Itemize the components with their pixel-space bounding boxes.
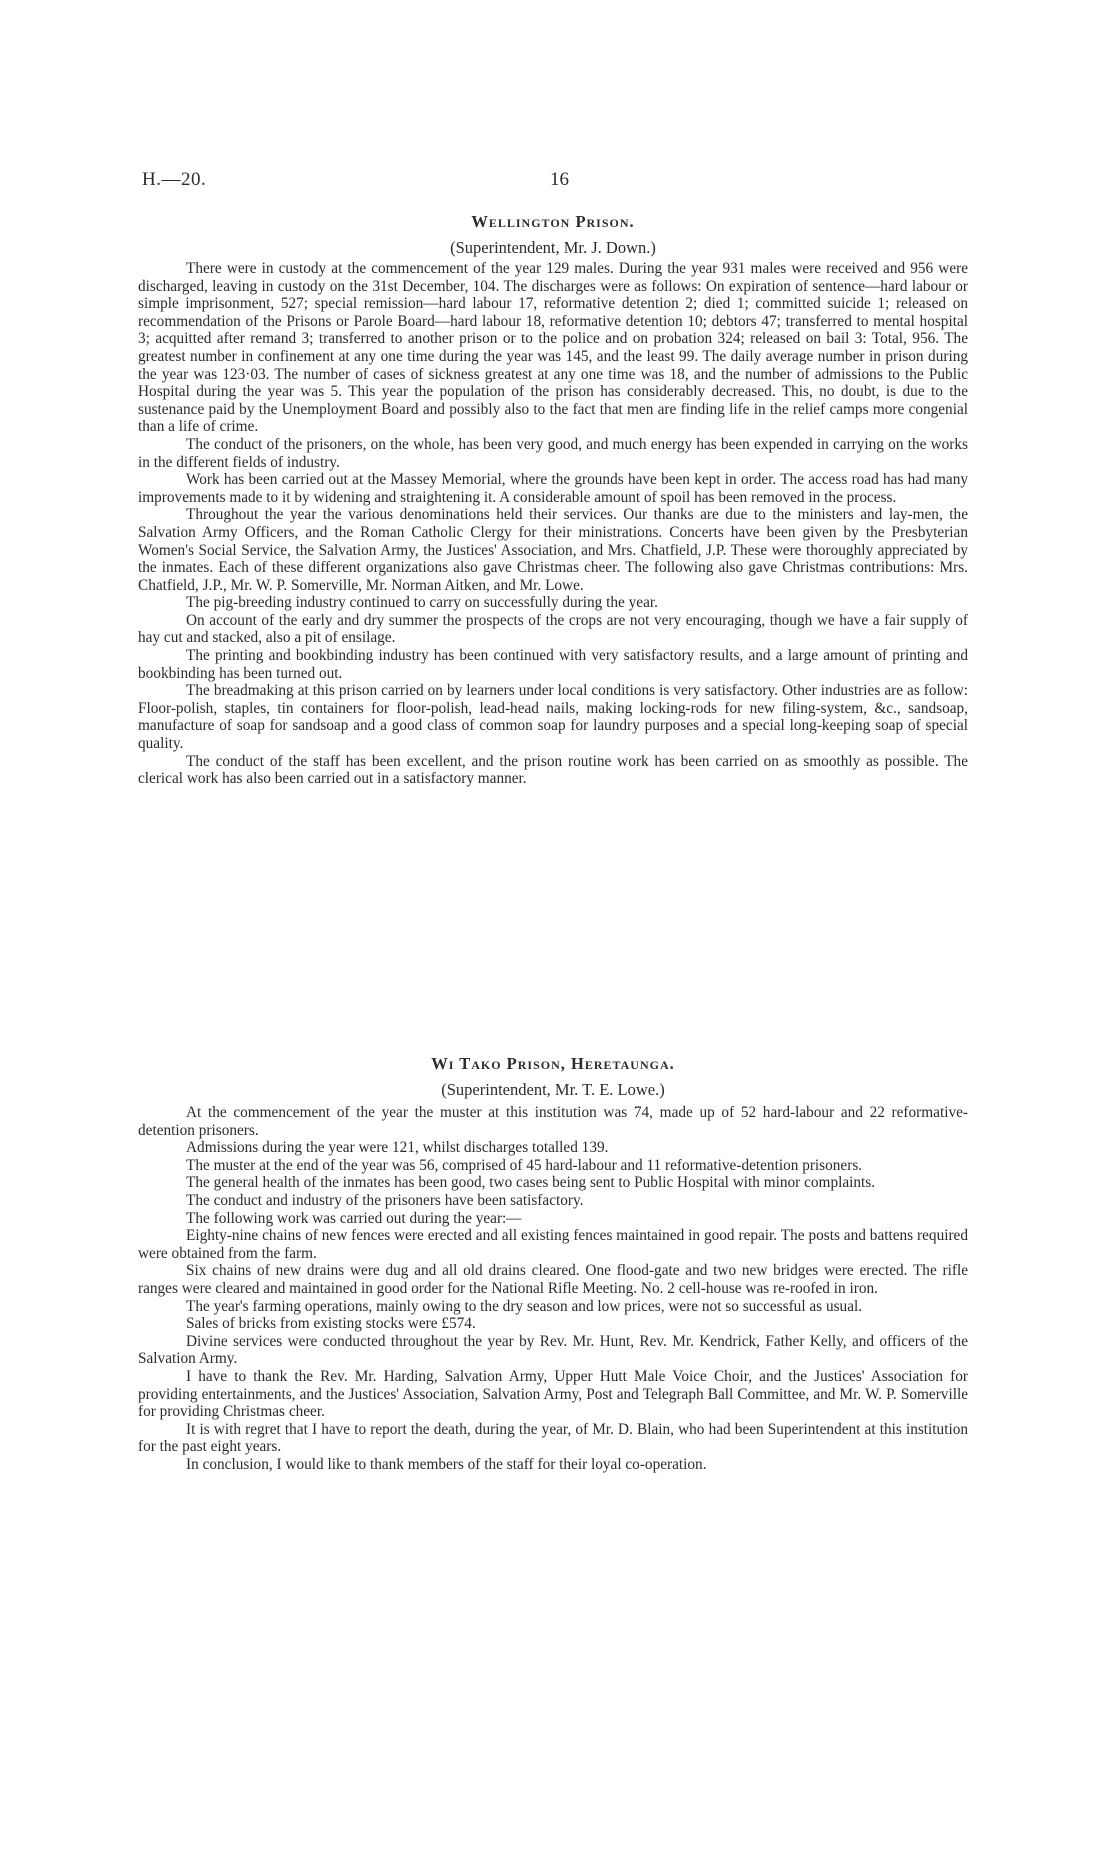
paragraph: Sales of bricks from existing stocks were £574. — [186, 1315, 476, 1333]
superintendent-line: (Superintendent, Mr. T. E. Lowe.) — [441, 1080, 665, 1099]
superintendent-line: (Superintendent, Mr. J. Down.) — [450, 238, 656, 257]
paragraph: Divine services were conducted throughout the year by Rev. Mr. Hunt, Rev. Mr. Kendrick, Father Kelly, and officers of the Salvation Army. — [138, 1332, 968, 1368]
paragraph: I have to thank the Rev. Mr. Harding, Salvation Army, Upper Hutt Male Voice Choir, and the Justices' Association for providing entertainments, and the Justices' Association, Salvation Army, Post and Telegraph Ball Committee, and Mr. W. P. Somerville for providing Christmas cheer. — [138, 1367, 968, 1421]
paragraph: Admissions during the year were 121, whilst discharges totalled 139. — [186, 1139, 609, 1157]
paragraph: The muster at the end of the year was 56, comprised of 45 hard-labour and 11 reformative-detention prisoners. — [186, 1156, 863, 1174]
paragraph: On account of the early and dry summer the prospects of the crops are not very encouraging, though we have a fair supply of hay cut and stacked, also a pit of ensilage. — [138, 611, 968, 647]
paragraph: In conclusion, I would like to thank members of the staff for their loyal co-operation. — [186, 1455, 707, 1473]
paragraph: The following work was carried out during the year:— — [186, 1209, 522, 1227]
paragraph: The conduct of the prisoners, on the whole, has been very good, and much energy has been expended in carrying on the works in the different fields of industry. — [138, 435, 968, 471]
paragraph: Eighty-nine chains of new fences were erected and all existing fences maintained in good repair. The posts and battens required were obtained from the farm. — [138, 1227, 968, 1262]
section-title: Wi Tako Prison, Heretaunga. — [431, 1054, 675, 1073]
paragraph: Six chains of new drains were dug and all old drains cleared. One flood-gate and two new bridges were erected. The rifle ranges were cleared and maintained in good order for the National Rifle Meeting. No. 2 cell-house was re-roofed in iron. — [138, 1262, 968, 1297]
paragraph: It is with regret that I have to report the death, during the year, of Mr. D. Blain, who had been Superintendent at this institution for the past eight years. — [138, 1420, 968, 1456]
wellington-prison-section — [138, 212, 968, 788]
document-reference: H.—20. — [142, 169, 207, 190]
paragraph: At the commencement of the year the muster at this institution was 74, made up of 52 hard-labour and 22 reformative-detention prisoners. — [138, 1104, 968, 1139]
wi-tako-prison-section — [138, 1054, 968, 1473]
paragraph: The breadmaking at this prison carried on by learners under local conditions is very satisfactory. Other industries are as follow: Floor-polish, staples, tin containers for floor-polish, lead-head nails, making locking-rods for new filing-system, &c., sandsoap, manufacture of soap for sandsoap and a good class of common soap for laundry purposes and a special long-keeping soap of special quality. — [138, 682, 968, 753]
section-title: Wellington Prison. — [471, 212, 635, 231]
page-number: 16 — [550, 169, 569, 190]
paragraph: There were in custody at the commencement of the year 129 males. During the year 931 males were received and 956 were discharged, leaving in custody on the 31st December, 104. The discharges were as follows: On expiration of sentence—hard labour or simple imprisonment, 527; special remission—hard labour 17, reformative detention 2; died 1; committed suicide 1; released on recommendation of the Prisons or Parole Board—hard labour 18, reformative detention 10; debtors 47; transferred to mental hospital 3; acquitted after remand 3; transferred to another prison or to the police and on probation 324; released on bail 3: Total, 956. The greatest number in confinement at any one time during the year was 145, and the least 99. The daily average number in prison during the year was 123·03. The number of cases of sickness greatest at any one time was 18, and the number of admissions to the Public Hospital during the year was 5. This year the population of the prison has considerably decreased. This, no doubt, is due to the sustenance paid by the Unemployment Board and possibly also to the fact that men are finding life in the relief camps more congenial than a life of crime. — [138, 260, 968, 436]
paragraph: The conduct of the staff has been excellent, and the prison routine work has been carried on as smoothly as possible. The clerical work has also been carried out in a satisfactory manner. — [138, 752, 968, 788]
paragraph: The general health of the inmates has been good, two cases being sent to Public Hospital with minor complaints. — [186, 1174, 876, 1192]
paragraph: The pig-breeding industry continued to carry on successfully during the year. — [186, 594, 658, 612]
paragraph: The printing and bookbinding industry has been continued with very satisfactory results, and a large amount of printing and bookbinding has been turned out. — [138, 647, 968, 682]
paragraph: Throughout the year the various denominations held their services. Our thanks are due to the ministers and lay-men, the Salvation Army Officers, and the Roman Catholic Clergy for their ministrations. Concerts have been given by the Presbyterian Women's Social Service, the Salvation Army, the Justices' Association, and Mrs. Chatfield, J.P. These were thoroughly appreciated by the inmates. Each of these different organizations also gave Christmas cheer. The following also gave Christmas contributions: Mrs. Chatfield, J.P., Mr. W. P. Somerville, Mr. Norman Aitken, and Mr. Lowe. — [138, 506, 968, 594]
paragraph: The year's farming operations, mainly owing to the dry season and low prices, were not so successful as usual. — [186, 1297, 863, 1315]
paragraph: Work has been carried out at the Massey Memorial, where the grounds have been kept in order. The access road has had many improvements made to it by widening and straightening it. A considerable amount of spoil has been removed in the process. — [138, 471, 968, 506]
paragraph: The conduct and industry of the prisoners have been satisfactory. — [186, 1191, 584, 1209]
